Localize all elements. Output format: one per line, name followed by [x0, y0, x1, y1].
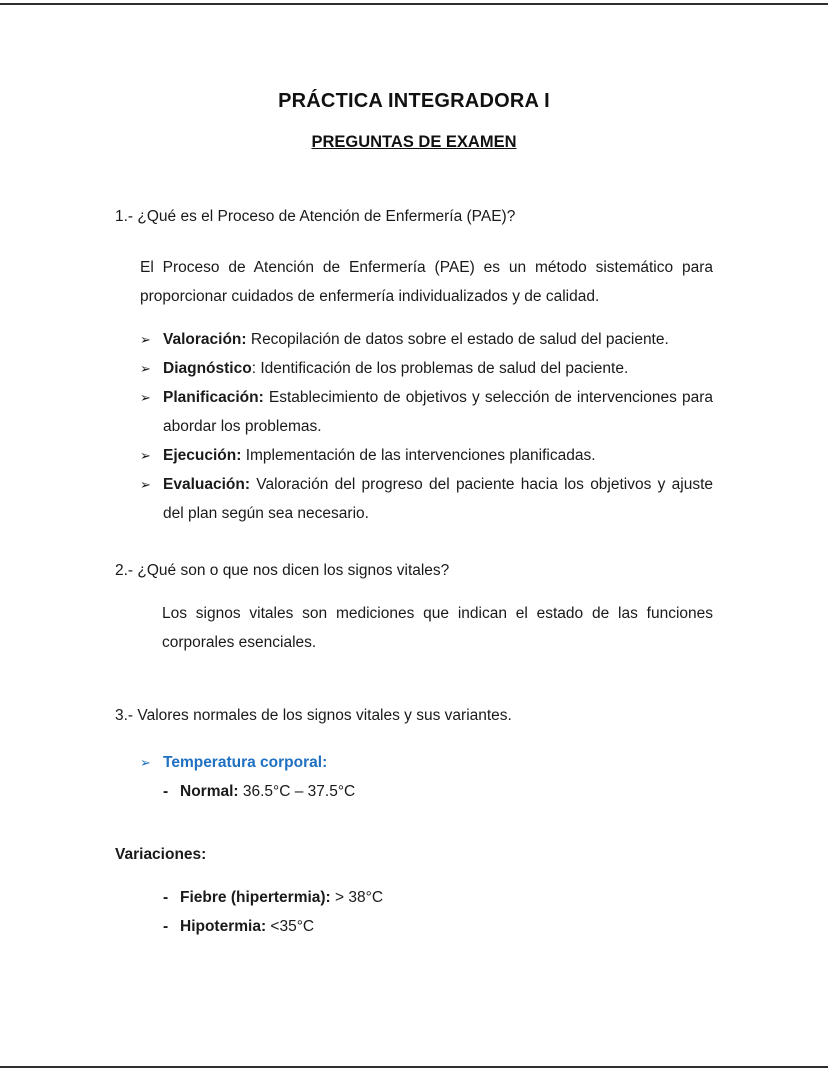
bullet-text: Valoración del progreso del paciente hacia los objetivos y ajuste del plan según sea necesario.	[163, 476, 713, 522]
list-item-fiebre	[115, 883, 713, 912]
dash-bullet-icon: -	[163, 783, 169, 800]
list-item-ejecucion	[115, 441, 713, 470]
variant-term: Hipotermia:	[180, 918, 267, 935]
dash-bullet-icon: -	[163, 889, 169, 906]
question-2-answer: Los signos vitales son mediciones que indican el estado de las funciones corporales esenciales.	[162, 605, 713, 651]
list-item-hipotermia	[115, 912, 713, 941]
normal-value: 36.5°C – 37.5°C	[238, 783, 356, 800]
bullet-term: Ejecución:	[163, 447, 242, 464]
arrow-bullet-icon: ➢	[140, 361, 151, 376]
temperature-heading-label: Temperatura corporal:	[163, 754, 328, 771]
bullet-term: Valoración:	[163, 331, 247, 348]
normal-temperature-line	[115, 777, 713, 806]
arrow-bullet-icon: ➢	[140, 477, 151, 492]
document-subtitle: PREGUNTAS DE EXAMEN	[311, 133, 517, 151]
variant-value: > 38°C	[330, 889, 384, 906]
question-1: 1.- ¿Qué es el Proceso de Atención de Enfermería (PAE)?	[115, 208, 516, 225]
arrow-bullet-icon: ➢	[140, 390, 151, 405]
variant-term: Fiebre (hipertermia):	[180, 889, 331, 906]
list-item-valoracion	[115, 325, 713, 354]
bullet-term: Diagnóstico	[163, 360, 252, 377]
arrow-bullet-icon: ➢	[140, 448, 151, 463]
page-top-edge-line	[0, 3, 828, 5]
bullet-term: Planificación:	[163, 389, 264, 406]
dash-bullet-icon: -	[163, 918, 169, 935]
arrow-bullet-icon: ➢	[140, 332, 151, 347]
bullet-term: Evaluación:	[163, 476, 250, 493]
bullet-text: Establecimiento de objetivos y selección de intervenciones para abordar los problemas.	[163, 389, 713, 435]
document-title: PRÁCTICA INTEGRADORA I	[278, 90, 550, 112]
variations-heading: Variaciones:	[115, 846, 207, 863]
list-item-planificacion	[115, 383, 713, 441]
bullet-text: Recopilación de datos sobre el estado de salud del paciente.	[246, 331, 669, 348]
list-item-evaluacion	[115, 470, 713, 528]
pae-steps-list	[115, 325, 713, 528]
question-2: 2.- ¿Qué son o que nos dicen los signos vitales?	[115, 562, 450, 579]
bullet-text: : Identificación de los problemas de salud del paciente.	[251, 360, 629, 377]
question-3: 3.- Valores normales de los signos vitales y sus variantes.	[115, 707, 512, 724]
arrow-bullet-icon: ➢	[140, 755, 151, 770]
bullet-text: Implementación de las intervenciones planificadas.	[241, 447, 596, 464]
list-item-diagnostico	[115, 354, 713, 383]
question-1-answer: El Proceso de Atención de Enfermería (PAE) es un método sistemático para proporcionar cuidados de enfermería individualizados y de calidad.	[140, 259, 713, 305]
normal-term: Normal:	[180, 783, 239, 800]
temperature-heading	[115, 748, 713, 777]
page-bottom-edge-line	[0, 1066, 828, 1068]
variant-value: <35°C	[266, 918, 315, 935]
temperature-variants-list	[115, 883, 713, 941]
